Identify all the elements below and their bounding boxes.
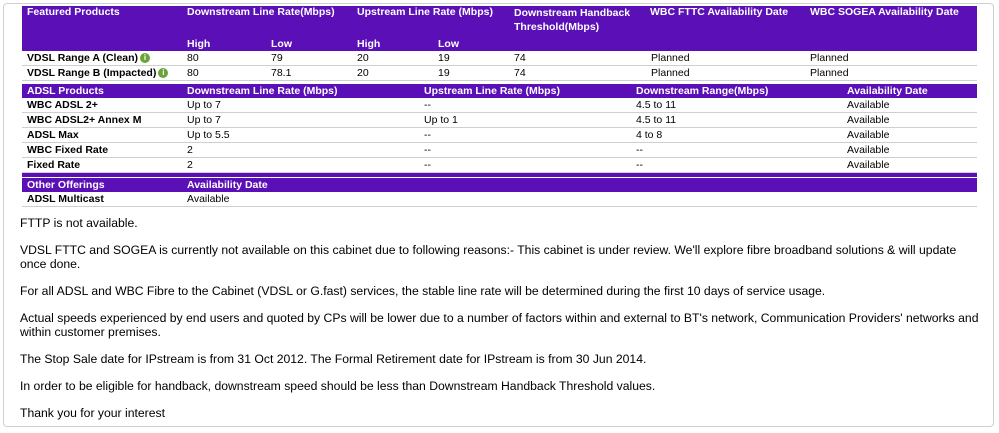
product-name: VDSL Range A (Clean) <box>27 52 139 64</box>
info-icon[interactable]: i <box>158 68 168 78</box>
table-cell: -- <box>419 158 631 173</box>
note-text: For all ADSL and WBC Fibre to the Cabinet (VDSL or G.fast) services, the stable line rate will be determined during the first 10 days of service usage. <box>20 284 826 298</box>
table-row <box>22 51 977 66</box>
col-header: Downstream Handback Threshold(Mbps) <box>509 6 645 37</box>
col-header: Other Offerings <box>22 178 182 192</box>
table-cell: Up to 7 <box>182 113 419 128</box>
table-cell: 74 <box>509 66 645 81</box>
table-cell: Planned <box>805 51 977 66</box>
product-name: ADSL Multicast <box>22 192 182 207</box>
table-cell: 79 <box>266 51 352 66</box>
table-cell: 19 <box>433 51 509 66</box>
col-header: Upstream Line Rate (Mbps) <box>419 84 631 98</box>
table-row <box>22 158 977 173</box>
table-row <box>22 192 977 207</box>
table-cell: Available <box>842 113 977 128</box>
table-row <box>22 143 977 158</box>
featured-header-row <box>22 6 977 37</box>
sub-header: Low <box>266 37 352 51</box>
notes-section <box>20 216 985 433</box>
col-header: WBC SOGEA Availability Date <box>805 6 977 37</box>
note-text: The Stop Sale date for IPstream is from 31 Oct 2012. The Formal Retirement date for IPstream is from 30 Jun 2014. <box>20 352 647 366</box>
table-row <box>22 113 977 128</box>
table-row <box>22 128 977 143</box>
table-cell: 2 <box>182 143 419 158</box>
table-cell: -- <box>631 143 842 158</box>
table-cell: 2 <box>182 158 419 173</box>
col-header: Downstream Line Rate(Mbps) <box>182 6 352 37</box>
col-header: Featured Products <box>22 6 182 37</box>
note-text: Thank you for your interest <box>20 406 165 420</box>
table-cell: Planned <box>645 51 805 66</box>
table-cell: 80 <box>182 51 266 66</box>
product-name: WBC ADSL 2+ <box>22 98 182 113</box>
featured-products-table <box>22 6 977 81</box>
table-cell: -- <box>631 158 842 173</box>
table-cell: Available <box>842 158 977 173</box>
table-row <box>22 98 977 113</box>
table-cell: -- <box>419 128 631 143</box>
col-header: Downstream Line Rate (Mbps) <box>182 84 419 98</box>
other-header-row <box>22 178 977 192</box>
table-row <box>22 66 977 81</box>
table-cell: 80 <box>182 66 266 81</box>
table-cell: Planned <box>645 66 805 81</box>
section-divider <box>22 173 977 177</box>
table-cell: 20 <box>352 66 433 81</box>
table-cell: Available <box>842 143 977 158</box>
table-cell: 4.5 to 11 <box>631 98 842 113</box>
table-cell: 20 <box>352 51 433 66</box>
sub-header: Low <box>433 37 509 51</box>
adsl-header-row <box>22 84 977 98</box>
featured-subheader-row <box>22 37 977 51</box>
note-text: FTTP is not available. <box>20 216 138 230</box>
note-text: In order to be eligible for handback, downstream speed should be less than Downstream Handback Threshold values. <box>20 379 656 393</box>
adsl-products-table <box>22 84 977 173</box>
table-cell: -- <box>419 143 631 158</box>
table-cell: Up to 5.5 <box>182 128 419 143</box>
product-name: Fixed Rate <box>22 158 182 173</box>
col-header: Availability Date <box>182 178 977 192</box>
table-cell: Up to 1 <box>419 113 631 128</box>
col-header: ADSL Products <box>22 84 182 98</box>
product-name: WBC ADSL2+ Annex M <box>22 113 182 128</box>
note-text: Actual speeds experienced by end users and quoted by CPs will be lower due to a number of factors within and external to BT's network, Communication Providers' networks and within customer premises. <box>20 311 979 339</box>
table-cell: 19 <box>433 66 509 81</box>
table-cell: Available <box>842 98 977 113</box>
table-cell: Available <box>182 192 977 207</box>
note-text: VDSL FTTC and SOGEA is currently not available on this cabinet due to following reasons:- This cabinet is under review. We'll explore fibre broadband solutions & will update once done. <box>20 243 957 271</box>
table-cell: 78.1 <box>266 66 352 81</box>
sub-header: High <box>352 37 433 51</box>
col-header: Upstream Line Rate (Mbps) <box>352 6 509 37</box>
table-cell: 4.5 to 11 <box>631 113 842 128</box>
product-name: VDSL Range B (Impacted) <box>27 67 157 79</box>
product-name: ADSL Max <box>22 128 182 143</box>
sub-header: High <box>182 37 266 51</box>
info-icon[interactable]: i <box>140 53 150 63</box>
table-cell: 4 to 8 <box>631 128 842 143</box>
col-header: WBC FTTC Availability Date <box>645 6 805 37</box>
col-header: Downstream Range(Mbps) <box>631 84 842 98</box>
other-offerings-table <box>22 178 977 207</box>
table-cell: Up to 7 <box>182 98 419 113</box>
table-cell: 74 <box>509 51 645 66</box>
product-name: WBC Fixed Rate <box>22 143 182 158</box>
table-cell: Planned <box>805 66 977 81</box>
col-header: Availability Date <box>842 84 977 98</box>
table-cell: Available <box>842 128 977 143</box>
table-cell: -- <box>419 98 631 113</box>
